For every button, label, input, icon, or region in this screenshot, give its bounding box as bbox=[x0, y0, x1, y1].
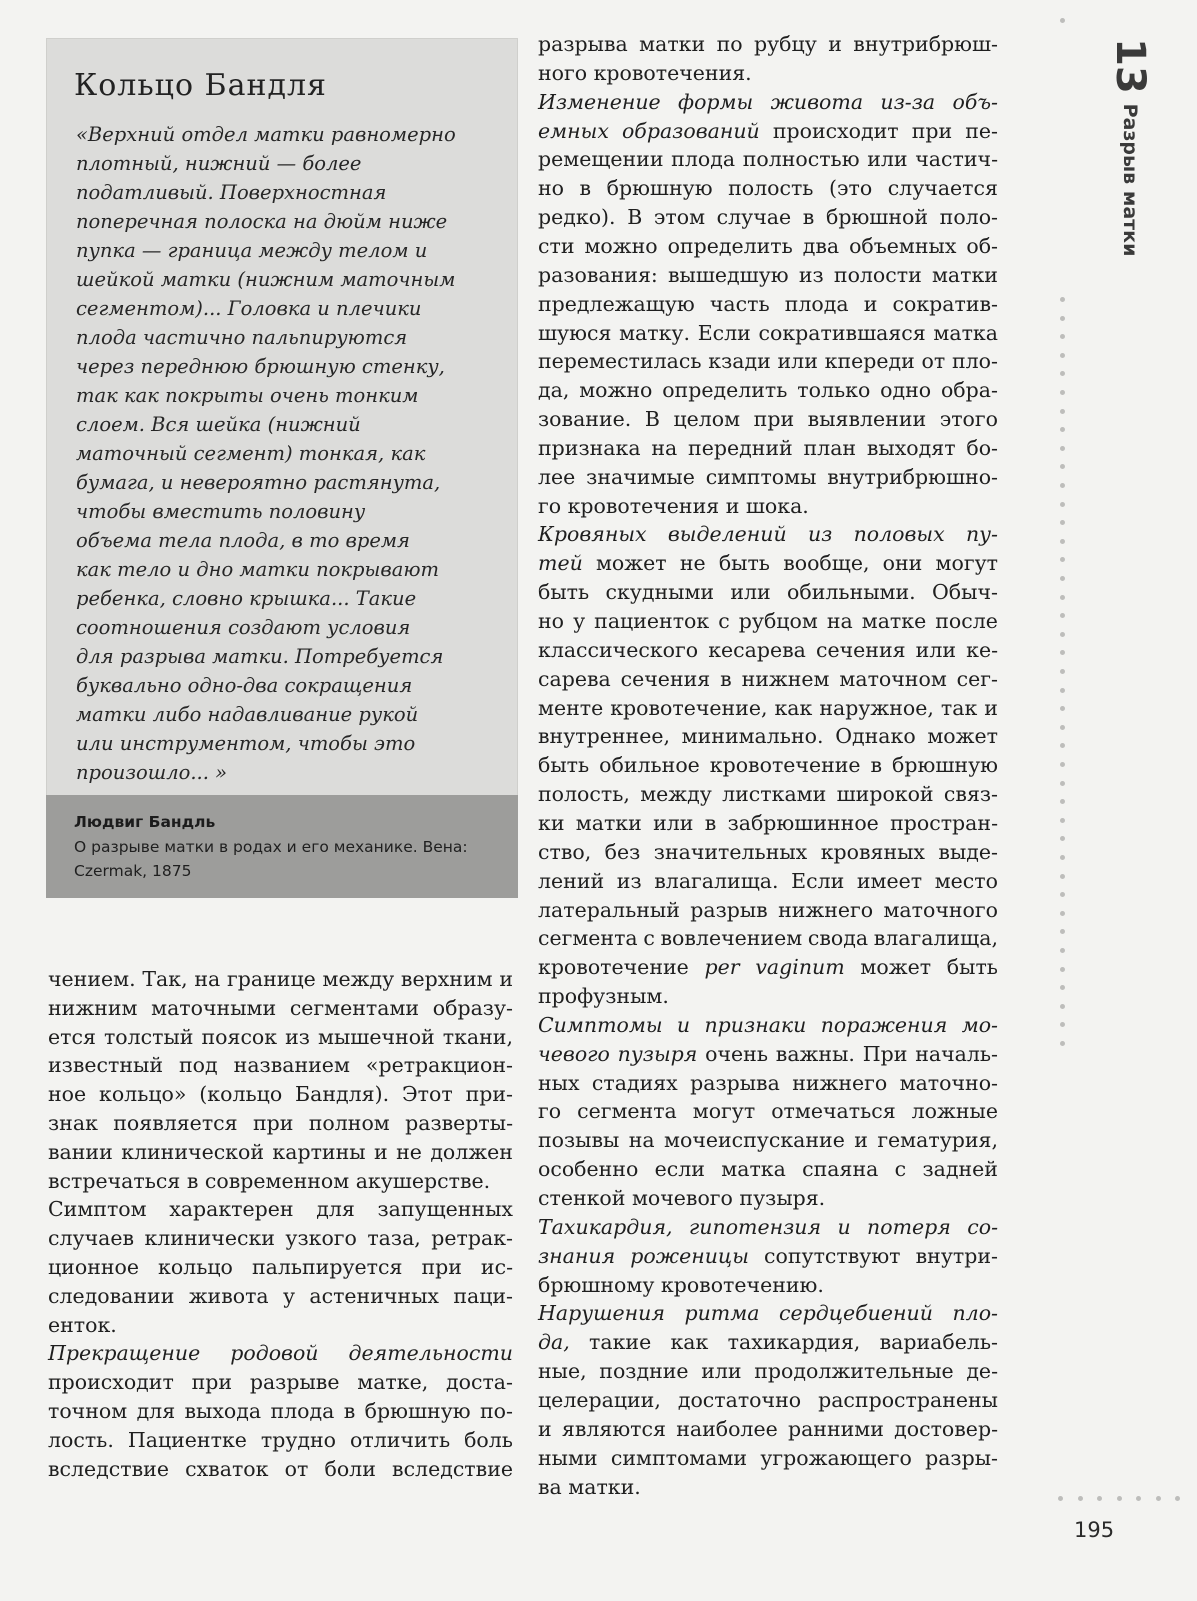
quote-line: плода частично пальпируются bbox=[76, 326, 408, 349]
text-line: ется толстый поясок из мышечной ткани, bbox=[48, 1024, 513, 1049]
text-line: зование. В целом при выявлении этого bbox=[538, 407, 998, 432]
text-line: но у пациенток с рубцом на матке после bbox=[538, 609, 998, 633]
margin-dot bbox=[1058, 1496, 1063, 1501]
quote-line: слоем. Вся шейка (нижний bbox=[76, 413, 361, 436]
text-line: ционное кольцо пальпируется при ис- bbox=[48, 1255, 513, 1279]
quote-line: «Верхний отдел матки равномерно bbox=[76, 123, 456, 146]
text-line: быть обильное кровотечение в брюшную bbox=[538, 753, 998, 778]
margin-dot bbox=[1060, 353, 1065, 358]
text-line: ные, поздние или продолжительные де- bbox=[538, 1359, 998, 1384]
margin-dot bbox=[1060, 818, 1065, 823]
margin-dot bbox=[1060, 502, 1065, 507]
quote-line: бумага, и невероятно растянута, bbox=[76, 471, 441, 494]
text-line: емных образований происходит при пе- bbox=[538, 118, 998, 143]
text-run: ва матки. bbox=[538, 1474, 641, 1499]
quote-line: через переднюю брюшную стенку, bbox=[76, 355, 445, 378]
text-line: ных стадиях разрыва нижнего маточно- bbox=[538, 1070, 998, 1095]
quote-line: поперечная полоска на дюйм ниже bbox=[76, 210, 448, 233]
margin-dot bbox=[1060, 316, 1065, 321]
margin-dot bbox=[1060, 985, 1065, 990]
text-line: полость, между листками широкой связ- bbox=[538, 782, 998, 807]
margin-dot bbox=[1060, 669, 1065, 674]
source-citation-line: Czermak, 1875 bbox=[74, 862, 192, 880]
text-line: Тахикардия, гипотензия и потеря со- bbox=[538, 1214, 998, 1239]
margin-dot bbox=[1060, 650, 1065, 655]
margin-dot bbox=[1117, 1496, 1122, 1501]
text-line: классического кесарева сечения или ке- bbox=[538, 637, 998, 662]
sidebox-quote bbox=[76, 120, 476, 787]
text-run: встречаться в современном акушерстве. bbox=[48, 1168, 491, 1193]
quote-line: маточный сегмент) тонкая, как bbox=[76, 442, 426, 465]
margin-dot bbox=[1136, 1496, 1141, 1501]
text-line: го сегмента могут отмечаться ложные bbox=[538, 1099, 998, 1124]
text-run: го кровотечения и шока. bbox=[538, 493, 809, 518]
text-line: внутреннее, минимально. Однако может bbox=[538, 724, 998, 749]
text-line: лений из влагалища. Если имеет место bbox=[538, 868, 998, 893]
margin-dot bbox=[1060, 390, 1065, 395]
text-line: особенно если матка спаяна с задней bbox=[538, 1157, 998, 1182]
margin-dot bbox=[1060, 911, 1065, 916]
text-line: ремещении плода полностью или частич- bbox=[538, 147, 998, 172]
text-line: разрыва матки по рубцу и внутрибрюш- bbox=[538, 32, 998, 56]
text-line bbox=[48, 1167, 513, 1196]
sidebox-title: Кольцо Бандля bbox=[74, 68, 327, 103]
text-line: но в брюшную полость (это случается bbox=[538, 176, 998, 201]
text-line: лее значимые симптомы внутрибрюшно- bbox=[538, 464, 998, 489]
quote-line: объема тела плода, в то время bbox=[76, 529, 410, 552]
margin-dot bbox=[1060, 427, 1065, 432]
margin-dot bbox=[1060, 297, 1065, 302]
text-line bbox=[538, 1271, 998, 1300]
quote-line: матки либо надавливание рукой bbox=[76, 703, 419, 726]
margin-dot bbox=[1060, 334, 1065, 339]
margin-dot bbox=[1060, 725, 1065, 730]
text-line bbox=[48, 1311, 513, 1340]
quote-line: произошло... » bbox=[76, 761, 228, 784]
margin-dot bbox=[1060, 892, 1065, 897]
text-line: знак появляется при полном разверты- bbox=[48, 1111, 513, 1135]
margin-dot bbox=[1060, 688, 1065, 693]
margin-dot bbox=[1060, 576, 1065, 581]
quote-line: для разрыва матки. Потребуется bbox=[76, 645, 444, 668]
text-line bbox=[538, 1473, 998, 1502]
margin-dot bbox=[1060, 446, 1065, 451]
quote-line: сегментом)... Головка и плечики bbox=[76, 297, 422, 320]
margin-dot bbox=[1060, 613, 1065, 618]
text-line: позывы на мочеиспускание и гематурия, bbox=[538, 1128, 998, 1153]
margin-dot bbox=[1156, 1496, 1161, 1501]
text-line: вследствие схваток от боли вследствие bbox=[48, 1456, 513, 1481]
text-line: Изменение формы живота из-за объ- bbox=[538, 89, 998, 114]
text-line: сти можно определить два объемных об- bbox=[538, 233, 998, 258]
text-line: вании клинической картины и не должен bbox=[48, 1139, 513, 1164]
margin-dot bbox=[1060, 762, 1065, 767]
text-line: разования: вышедшую из полости матки bbox=[538, 262, 998, 287]
margin-dot bbox=[1060, 520, 1065, 525]
text-line: шуюся матку. Если сократившаяся матка bbox=[538, 320, 998, 345]
text-line: менте кровотечение, как наружное, так и bbox=[538, 695, 998, 720]
quote-line: буквально одно-два сокращения bbox=[76, 674, 413, 697]
quote-line: пупка — граница между телом и bbox=[76, 239, 428, 262]
margin-dot bbox=[1175, 1496, 1180, 1501]
text-line: известный под названием «ретракцион- bbox=[48, 1053, 513, 1078]
margin-dot bbox=[1060, 464, 1065, 469]
text-run: ного кровотечения. bbox=[538, 60, 752, 85]
quote-line: соотношения создают условия bbox=[76, 616, 411, 639]
text-line: ное кольцо» (кольцо Бандля). Этот при- bbox=[48, 1082, 513, 1107]
text-line: следовании живота у астеничных паци- bbox=[48, 1283, 513, 1308]
text-line: точном для выхода плода в брюшную по- bbox=[48, 1399, 513, 1423]
margin-dot bbox=[1097, 1496, 1102, 1501]
margin-dot bbox=[1060, 632, 1065, 637]
margin-dot bbox=[1060, 855, 1065, 860]
text-line bbox=[538, 492, 998, 521]
quote-line: плотный, нижний — более bbox=[76, 152, 362, 175]
text-line: тей может не быть вообще, они могут bbox=[538, 551, 998, 576]
margin-dot bbox=[1060, 836, 1065, 841]
source-author: Людвиг Бандль bbox=[74, 813, 216, 831]
chapter-number: 13 bbox=[1107, 38, 1153, 94]
text-line: редко). В этом случае в брюшной поло- bbox=[538, 205, 998, 230]
text-line bbox=[538, 59, 998, 88]
text-line: сегмента с вовлечением свода влагалища, bbox=[538, 926, 998, 951]
text-line: ки матки или в забрюшинное простран- bbox=[538, 810, 998, 835]
margin-dot bbox=[1060, 595, 1065, 600]
text-run: профузным. bbox=[538, 984, 669, 1009]
margin-dot bbox=[1060, 799, 1065, 804]
margin-dot bbox=[1060, 1041, 1065, 1046]
quote-line: чтобы вместить половину bbox=[76, 500, 366, 523]
text-line: происходит при разрыве матке, доста- bbox=[48, 1370, 513, 1395]
quote-line: или инструментом, чтобы это bbox=[76, 732, 416, 755]
text-line: да, такие как тахикардия, вариабель- bbox=[538, 1330, 998, 1355]
text-line: да, можно определить только одно обра- bbox=[538, 378, 998, 403]
margin-dot bbox=[1060, 371, 1065, 376]
margin-dot bbox=[1060, 967, 1065, 972]
quote-line: податливый. Поверхностная bbox=[76, 181, 387, 204]
text-line: Симптом характерен для запущенных bbox=[48, 1197, 513, 1222]
text-run: стенкой мочевого пузыря. bbox=[538, 1186, 826, 1210]
text-line: Прекращение родовой деятельности bbox=[48, 1341, 513, 1366]
quote-line: так как покрыты очень тонким bbox=[76, 384, 419, 407]
text-run: брюшному кровотечению. bbox=[538, 1272, 824, 1297]
quote-line: шейкой матки (нижним маточным bbox=[76, 268, 456, 291]
page-number: 195 bbox=[1074, 1518, 1115, 1542]
text-line: случаев клинически узкого таза, ретрак- bbox=[48, 1226, 513, 1251]
text-line: ными симптомами угрожающего разры- bbox=[538, 1445, 998, 1470]
text-line: целерации, достаточно распространены bbox=[538, 1387, 998, 1412]
text-line: и являются наиболее ранними достовер- bbox=[538, 1416, 998, 1441]
margin-dot bbox=[1060, 539, 1065, 544]
text-line: чением. Так, на границе между верхним и bbox=[48, 967, 513, 991]
text-line: Кровяных выделений из половых пу- bbox=[538, 522, 998, 547]
margin-dot bbox=[1060, 557, 1065, 562]
text-run: енток. bbox=[48, 1312, 117, 1337]
quote-source bbox=[46, 795, 518, 898]
text-line: Симптомы и признаки поражения мо- bbox=[538, 1012, 998, 1037]
text-line: ство, без значительных кровяных выде- bbox=[538, 839, 998, 864]
text-line: переместилась кзади или кпереди от пло- bbox=[538, 349, 998, 374]
margin-dot bbox=[1060, 706, 1065, 711]
text-line: латеральный разрыв нижнего маточного bbox=[538, 897, 998, 922]
text-line: признака на передний план выходят бо- bbox=[538, 435, 998, 460]
chapter-tab bbox=[1108, 30, 1152, 290]
text-line: кровотечение per vaginum может быть bbox=[538, 955, 998, 980]
margin-dot bbox=[1060, 18, 1065, 23]
text-line: Нарушения ритма сердцебиений пло- bbox=[538, 1301, 998, 1326]
chapter-title: Разрыв матки bbox=[1119, 103, 1141, 257]
margin-dot bbox=[1060, 483, 1065, 488]
text-line: сарева сечения в нижнем маточном сег- bbox=[538, 666, 998, 691]
margin-dot bbox=[1060, 409, 1065, 414]
text-line: предлежащую часть плода и сократив- bbox=[538, 291, 998, 316]
text-line: лость. Пациентке трудно отличить боль bbox=[48, 1427, 513, 1452]
quote-sidebox bbox=[46, 38, 518, 898]
quote-line: как тело и дно матки покрывают bbox=[76, 558, 440, 581]
text-line: чевого пузыря очень важны. При началь- bbox=[538, 1041, 998, 1066]
margin-dot bbox=[1060, 929, 1065, 934]
quote-line: ребенка, словно крышка... Такие bbox=[76, 587, 417, 610]
source-citation-line: О разрыве матки в родах и его механике. Вена: bbox=[74, 838, 468, 856]
text-line: быть скудными или обильными. Обыч- bbox=[538, 580, 998, 605]
margin-dot bbox=[1060, 781, 1065, 786]
text-line: знания роженицы сопутствуют внутри- bbox=[538, 1243, 998, 1268]
margin-dot bbox=[1060, 874, 1065, 879]
text-line: нижним маточными сегментами образу- bbox=[48, 995, 513, 1020]
text-line bbox=[538, 982, 998, 1011]
margin-dot bbox=[1060, 1004, 1065, 1009]
margin-dot bbox=[1060, 1022, 1065, 1027]
margin-dot bbox=[1060, 743, 1065, 748]
margin-dot bbox=[1060, 948, 1065, 953]
text-line bbox=[538, 1184, 998, 1213]
margin-dot bbox=[1078, 1496, 1083, 1501]
